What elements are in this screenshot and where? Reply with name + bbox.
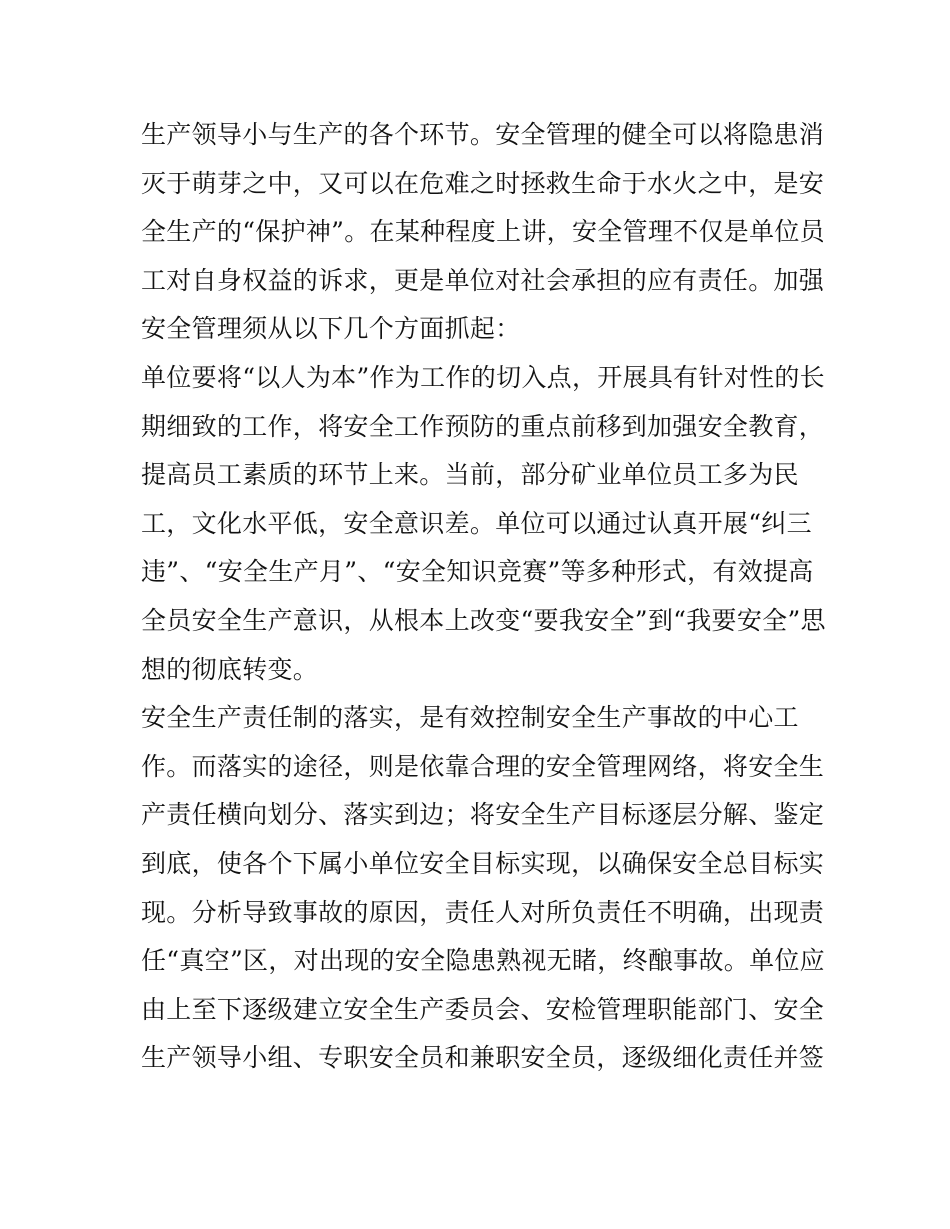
text-line: 安全管理须从以下几个方面抓起： [141,314,521,344]
text-line: 提高员工素质的环节上来。当前，部分矿业单位员工多为民 [141,460,799,490]
text-line: 任“真空”区，对出现的安全隐患熟视无睹，终酿事故。单位应 [141,946,825,976]
body-text [141,111,826,1083]
text-line: 生产领导小组、专职安全员和兼职安全员，逐级细化责任并签 [141,1043,825,1073]
text-line: 到底，使各个下属小单位安全目标实现，以确保安全总目标实 [141,848,825,878]
text-line: 由上至下逐级建立安全生产委员会、安检管理职能部门、安全 [141,994,825,1024]
text-line: 全生产的“保护神”。在某种程度上讲，安全管理不仅是单位员 [141,217,825,247]
text-line: 产责任横向划分、落实到边；将安全生产目标逐层分解、鉴定 [141,800,825,830]
text-line: 工，文化水平低，安全意识差。单位可以通过认真开展“纠三 [141,508,812,538]
text-line: 单位要将“以人为本”作为工作的切入点，开展具有针对性的长 [141,362,825,392]
text-line: 安全生产责任制的落实，是有效控制安全生产事故的中心工 [141,703,799,733]
text-line: 工对自身权益的诉求，更是单位对社会承担的应有责任。加强 [141,265,825,295]
text-line: 现。分析导致事故的原因，责任人对所负责任不明确，出现责 [141,897,825,927]
text-line: 想的彻底转变。 [141,654,319,684]
text-line: 灭于萌芽之中，又可以在危难之时拯救生命于水火之中，是安 [141,168,825,198]
text-line: 期细致的工作，将安全工作预防的重点前移到加强安全教育， [141,411,825,441]
text-line: 生产领导小与生产的各个环节。安全管理的健全可以将隐患消 [141,120,825,149]
text-line: 违”、“安全生产月”、“安全知识竞赛”等多种形式，有效提高 [141,557,814,587]
text-line: 作。而落实的途径，则是依靠合理的安全管理网络，将安全生 [141,751,825,781]
text-line: 全员安全生产意识，从根本上改变“要我安全”到“我要安全”思 [141,605,826,635]
